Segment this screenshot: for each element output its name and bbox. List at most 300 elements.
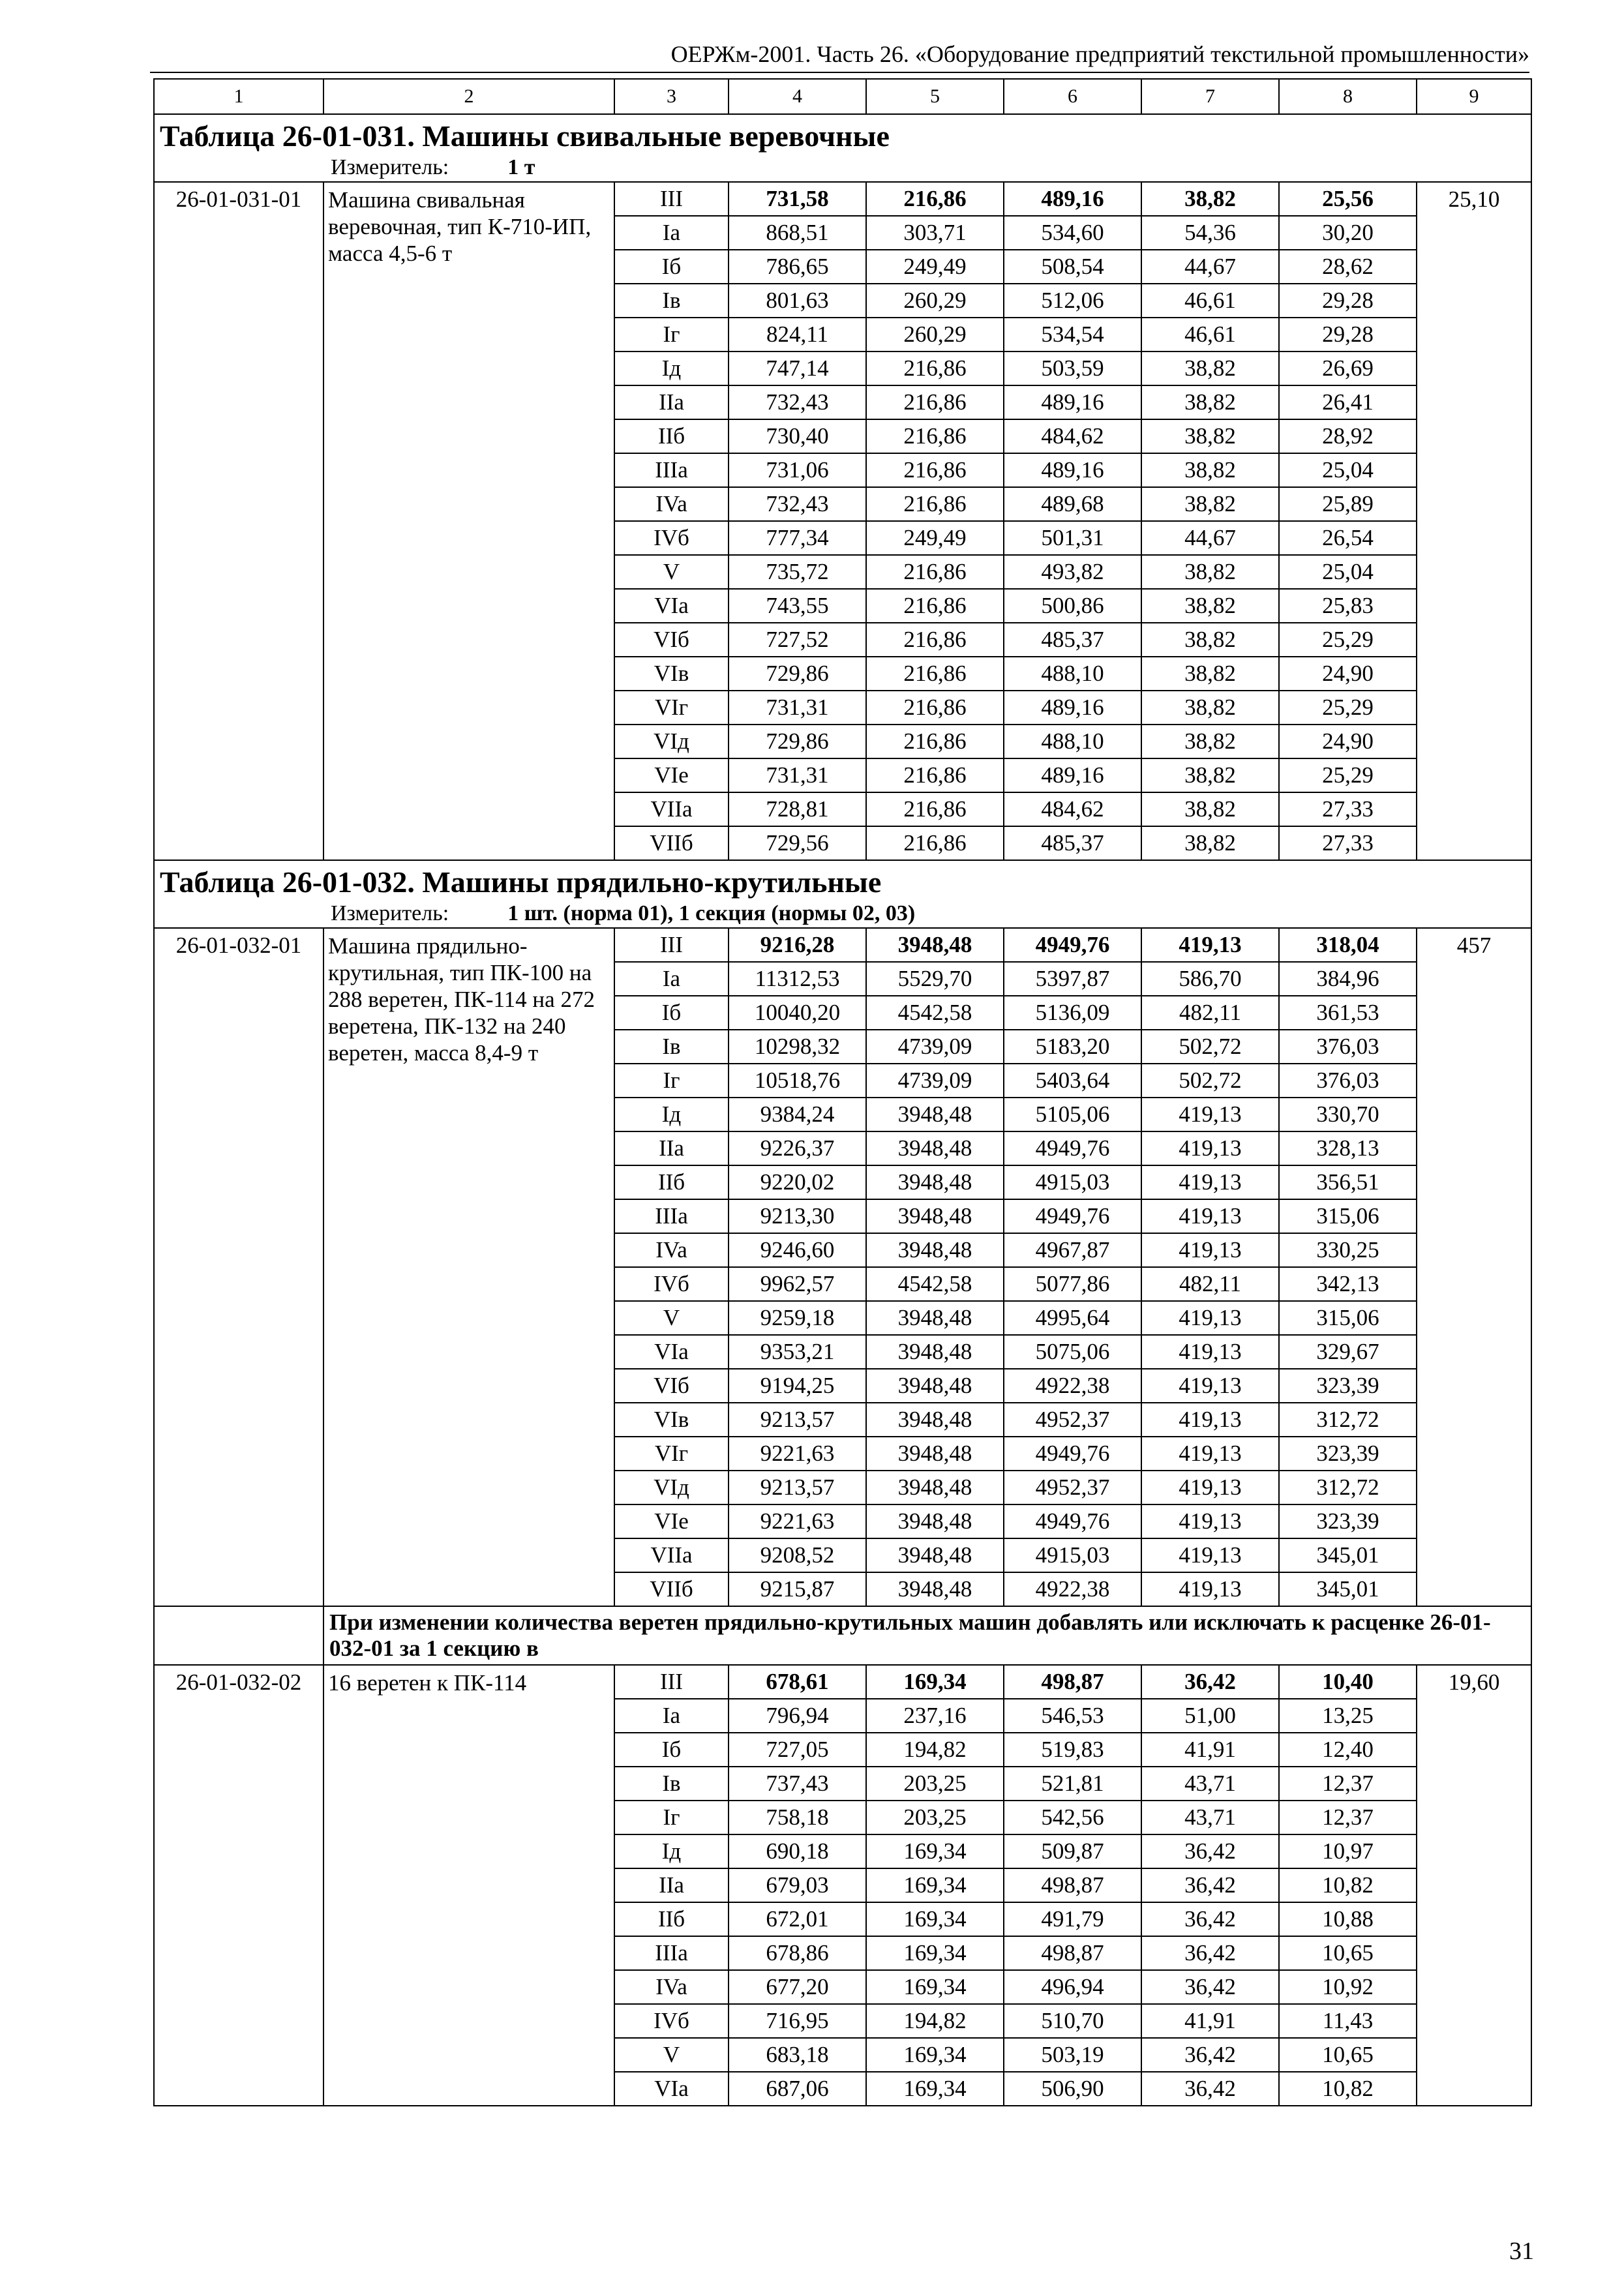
cost-value: 10,82 bbox=[1279, 2072, 1417, 2106]
cost-value: 25,29 bbox=[1279, 623, 1417, 657]
column-number-row bbox=[154, 79, 1531, 114]
cost-value: 24,90 bbox=[1279, 657, 1417, 691]
cost-value: 12,37 bbox=[1279, 1801, 1417, 1834]
cost-value: 542,56 bbox=[1004, 1801, 1141, 1834]
cost-value: 38,82 bbox=[1141, 182, 1279, 216]
zone-label: Iд bbox=[614, 1098, 729, 1131]
cost-value: 419,13 bbox=[1141, 1301, 1279, 1335]
zone-label: IVa bbox=[614, 1233, 729, 1267]
cost-value: 498,87 bbox=[1004, 1665, 1141, 1699]
cost-value: 38,82 bbox=[1141, 453, 1279, 487]
cost-value: 731,31 bbox=[729, 691, 866, 725]
rate-description: Машина свивальная веревочная, тип К-710-ИП, масса 4,5-6 т bbox=[323, 182, 614, 860]
cost-value: 485,37 bbox=[1004, 623, 1141, 657]
cost-value: 3948,48 bbox=[866, 1403, 1004, 1437]
section-title: Таблица 26-01-031. Машины свивальные веревочные bbox=[160, 119, 890, 153]
cost-value: 38,82 bbox=[1141, 419, 1279, 453]
cost-value: 419,13 bbox=[1141, 928, 1279, 962]
cost-value: 216,86 bbox=[866, 589, 1004, 623]
cost-value: 9221,63 bbox=[729, 1504, 866, 1538]
zone-label: Iв bbox=[614, 1030, 729, 1064]
cost-value: 216,86 bbox=[866, 792, 1004, 826]
cost-value: 249,49 bbox=[866, 250, 1004, 284]
zone-label: VIIб bbox=[614, 826, 729, 860]
column-number: 4 bbox=[729, 79, 866, 114]
cost-value: 216,86 bbox=[866, 182, 1004, 216]
cost-value: 5403,64 bbox=[1004, 1064, 1141, 1098]
cost-value: 10040,20 bbox=[729, 996, 866, 1030]
cost-value: 9213,57 bbox=[729, 1471, 866, 1504]
cost-value: 488,10 bbox=[1004, 657, 1141, 691]
cost-value: 38,82 bbox=[1141, 792, 1279, 826]
cost-value: 4949,76 bbox=[1004, 1437, 1141, 1471]
zone-label: IVб bbox=[614, 2004, 729, 2038]
cost-value: 5136,09 bbox=[1004, 996, 1141, 1030]
cost-value: 546,53 bbox=[1004, 1699, 1141, 1733]
zone-label: VIг bbox=[614, 1437, 729, 1471]
cost-value: 484,62 bbox=[1004, 419, 1141, 453]
cost-value: 503,19 bbox=[1004, 2038, 1141, 2072]
cost-value: 419,13 bbox=[1141, 1471, 1279, 1504]
cost-value: 9216,28 bbox=[729, 928, 866, 962]
cost-value: 3948,48 bbox=[866, 1369, 1004, 1403]
note-row bbox=[154, 1606, 1531, 1665]
cost-value: 419,13 bbox=[1141, 1437, 1279, 1471]
labor-total: 25,10 bbox=[1417, 182, 1531, 860]
zone-label: IVб bbox=[614, 1267, 729, 1301]
cost-value: 482,11 bbox=[1141, 996, 1279, 1030]
cost-value: 51,00 bbox=[1141, 1699, 1279, 1733]
cost-value: 41,91 bbox=[1141, 1733, 1279, 1767]
zone-label: III bbox=[614, 928, 729, 962]
cost-value: 683,18 bbox=[729, 2038, 866, 2072]
cost-value: 732,43 bbox=[729, 385, 866, 419]
cost-value: 9213,30 bbox=[729, 1199, 866, 1233]
cost-value: 3948,48 bbox=[866, 1098, 1004, 1131]
cost-value: 11,43 bbox=[1279, 2004, 1417, 2038]
zone-label: IIб bbox=[614, 1902, 729, 1936]
zone-label: VIa bbox=[614, 2072, 729, 2106]
cost-value: 38,82 bbox=[1141, 385, 1279, 419]
cost-value: 502,72 bbox=[1141, 1064, 1279, 1098]
cost-value: 4739,09 bbox=[866, 1064, 1004, 1098]
cost-value: 4952,37 bbox=[1004, 1471, 1141, 1504]
cost-value: 26,69 bbox=[1279, 352, 1417, 385]
cost-value: 36,42 bbox=[1141, 2072, 1279, 2106]
cost-value: 169,34 bbox=[866, 1834, 1004, 1868]
cost-value: 312,72 bbox=[1279, 1471, 1417, 1504]
cost-value: 12,37 bbox=[1279, 1767, 1417, 1801]
cost-value: 384,96 bbox=[1279, 962, 1417, 996]
cost-value: 730,40 bbox=[729, 419, 866, 453]
cost-value: 203,25 bbox=[866, 1801, 1004, 1834]
cost-value: 38,82 bbox=[1141, 826, 1279, 860]
cost-value: 4922,38 bbox=[1004, 1369, 1141, 1403]
zone-label: Ia bbox=[614, 216, 729, 250]
cost-value: 9353,21 bbox=[729, 1335, 866, 1369]
cost-value: 216,86 bbox=[866, 657, 1004, 691]
rates-table bbox=[153, 78, 1532, 2106]
cost-value: 777,34 bbox=[729, 521, 866, 555]
table-row bbox=[154, 1665, 1531, 1699]
cost-value: 677,20 bbox=[729, 1970, 866, 2004]
zone-label: IIб bbox=[614, 419, 729, 453]
cost-value: 303,71 bbox=[866, 216, 1004, 250]
cost-value: 9226,37 bbox=[729, 1131, 866, 1165]
cost-value: 318,04 bbox=[1279, 928, 1417, 962]
rates-sheet bbox=[153, 78, 1531, 2106]
zone-label: Iб bbox=[614, 250, 729, 284]
cost-value: 3948,48 bbox=[866, 1471, 1004, 1504]
cost-value: 743,55 bbox=[729, 589, 866, 623]
cost-value: 5105,06 bbox=[1004, 1098, 1141, 1131]
cost-value: 489,16 bbox=[1004, 691, 1141, 725]
zone-label: Iв bbox=[614, 1767, 729, 1801]
cost-value: 9962,57 bbox=[729, 1267, 866, 1301]
cost-value: 727,52 bbox=[729, 623, 866, 657]
zone-label: Iд bbox=[614, 352, 729, 385]
zone-label: V bbox=[614, 555, 729, 589]
cost-value: 345,01 bbox=[1279, 1572, 1417, 1606]
cost-value: 28,62 bbox=[1279, 250, 1417, 284]
cost-value: 169,34 bbox=[866, 1868, 1004, 1902]
measure-label: Измеритель: bbox=[331, 155, 449, 179]
cost-value: 687,06 bbox=[729, 2072, 866, 2106]
cost-value: 323,39 bbox=[1279, 1369, 1417, 1403]
cost-value: 5397,87 bbox=[1004, 962, 1141, 996]
cost-value: 44,67 bbox=[1141, 521, 1279, 555]
cost-value: 169,34 bbox=[866, 1936, 1004, 1970]
zone-label: IVa bbox=[614, 1970, 729, 2004]
cost-value: 4949,76 bbox=[1004, 1199, 1141, 1233]
cost-value: 498,87 bbox=[1004, 1868, 1141, 1902]
cost-value: 731,58 bbox=[729, 182, 866, 216]
zone-label: IIa bbox=[614, 1868, 729, 1902]
zone-label: VIa bbox=[614, 589, 729, 623]
cost-value: 9215,87 bbox=[729, 1572, 866, 1606]
cost-value: 25,56 bbox=[1279, 182, 1417, 216]
cost-value: 376,03 bbox=[1279, 1064, 1417, 1098]
cost-value: 27,33 bbox=[1279, 792, 1417, 826]
cost-value: 29,28 bbox=[1279, 284, 1417, 318]
column-number: 7 bbox=[1141, 79, 1279, 114]
cost-value: 330,70 bbox=[1279, 1098, 1417, 1131]
zone-label: IIIa bbox=[614, 1199, 729, 1233]
page-number: 31 bbox=[1509, 2237, 1534, 2265]
cost-value: 28,92 bbox=[1279, 419, 1417, 453]
cost-value: 729,56 bbox=[729, 826, 866, 860]
cost-value: 260,29 bbox=[866, 318, 1004, 352]
zone-label: VIIб bbox=[614, 1572, 729, 1606]
cost-value: 9208,52 bbox=[729, 1538, 866, 1572]
cost-value: 502,72 bbox=[1141, 1030, 1279, 1064]
cost-value: 786,65 bbox=[729, 250, 866, 284]
cost-value: 376,03 bbox=[1279, 1030, 1417, 1064]
cost-value: 216,86 bbox=[866, 826, 1004, 860]
section-header bbox=[154, 860, 1531, 928]
section-title: Таблица 26-01-032. Машины прядильно-крутильные bbox=[160, 865, 882, 899]
cost-value: 169,34 bbox=[866, 1970, 1004, 2004]
cost-value: 4949,76 bbox=[1004, 1131, 1141, 1165]
cost-value: 315,06 bbox=[1279, 1301, 1417, 1335]
rate-code: 26-01-031-01 bbox=[154, 182, 323, 860]
cost-value: 4915,03 bbox=[1004, 1165, 1141, 1199]
cost-value: 38,82 bbox=[1141, 758, 1279, 792]
zone-label: IIIa bbox=[614, 1936, 729, 1970]
cost-value: 328,13 bbox=[1279, 1131, 1417, 1165]
cost-value: 491,79 bbox=[1004, 1902, 1141, 1936]
cost-value: 419,13 bbox=[1141, 1538, 1279, 1572]
cost-value: 323,39 bbox=[1279, 1504, 1417, 1538]
zone-label: VIa bbox=[614, 1335, 729, 1369]
cost-value: 4739,09 bbox=[866, 1030, 1004, 1064]
cost-value: 824,11 bbox=[729, 318, 866, 352]
cost-value: 5529,70 bbox=[866, 962, 1004, 996]
cost-value: 312,72 bbox=[1279, 1403, 1417, 1437]
cost-value: 4915,03 bbox=[1004, 1538, 1141, 1572]
cost-value: 731,31 bbox=[729, 758, 866, 792]
cost-value: 169,34 bbox=[866, 1902, 1004, 1936]
cost-value: 9221,63 bbox=[729, 1437, 866, 1471]
cost-value: 46,61 bbox=[1141, 318, 1279, 352]
cost-value: 216,86 bbox=[866, 487, 1004, 521]
cost-value: 801,63 bbox=[729, 284, 866, 318]
zone-label: VIв bbox=[614, 657, 729, 691]
cost-value: 25,83 bbox=[1279, 589, 1417, 623]
rate-description: Машина прядильно-крутильная, тип ПК-100 на 288 веретен, ПК-114 на 272 веретена, ПК-132 на 240 веретен, масса 8,4-9 т bbox=[323, 928, 614, 1606]
cost-value: 796,94 bbox=[729, 1699, 866, 1733]
column-number: 2 bbox=[323, 79, 614, 114]
cost-value: 419,13 bbox=[1141, 1098, 1279, 1131]
cost-value: 727,05 bbox=[729, 1733, 866, 1767]
cost-value: 3948,48 bbox=[866, 1199, 1004, 1233]
cost-value: 10,65 bbox=[1279, 1936, 1417, 1970]
running-title: ОЕРЖм-2001. Часть 26. «Оборудование предприятий текстильной промышленности» bbox=[670, 41, 1529, 67]
cost-value: 216,86 bbox=[866, 555, 1004, 589]
cost-value: 500,86 bbox=[1004, 589, 1141, 623]
cost-value: 419,13 bbox=[1141, 1165, 1279, 1199]
cost-value: 25,89 bbox=[1279, 487, 1417, 521]
cost-value: 30,20 bbox=[1279, 216, 1417, 250]
zone-label: Iд bbox=[614, 1834, 729, 1868]
cost-value: 38,82 bbox=[1141, 691, 1279, 725]
cost-value: 482,11 bbox=[1141, 1267, 1279, 1301]
cost-value: 419,13 bbox=[1141, 1572, 1279, 1606]
cost-value: 216,86 bbox=[866, 453, 1004, 487]
cost-value: 3948,48 bbox=[866, 1301, 1004, 1335]
cost-value: 508,54 bbox=[1004, 250, 1141, 284]
cost-value: 36,42 bbox=[1141, 1936, 1279, 1970]
cost-value: 10,88 bbox=[1279, 1902, 1417, 1936]
cost-value: 4542,58 bbox=[866, 996, 1004, 1030]
cost-value: 3948,48 bbox=[866, 1504, 1004, 1538]
cost-value: 54,36 bbox=[1141, 216, 1279, 250]
cost-value: 731,06 bbox=[729, 453, 866, 487]
cost-value: 735,72 bbox=[729, 555, 866, 589]
cost-value: 5077,86 bbox=[1004, 1267, 1141, 1301]
rate-description: 16 веретен к ПК-114 bbox=[323, 1665, 614, 2106]
cost-value: 3948,48 bbox=[866, 1335, 1004, 1369]
cost-value: 3948,48 bbox=[866, 1572, 1004, 1606]
cost-value: 489,16 bbox=[1004, 453, 1141, 487]
zone-label: V bbox=[614, 1301, 729, 1335]
cost-value: 419,13 bbox=[1141, 1369, 1279, 1403]
zone-label: VIe bbox=[614, 1504, 729, 1538]
cost-value: 216,86 bbox=[866, 691, 1004, 725]
cost-value: 10298,32 bbox=[729, 1030, 866, 1064]
cost-value: 4952,37 bbox=[1004, 1403, 1141, 1437]
cost-value: 732,43 bbox=[729, 487, 866, 521]
cost-value: 747,14 bbox=[729, 352, 866, 385]
cost-value: 329,67 bbox=[1279, 1335, 1417, 1369]
zone-label: Iв bbox=[614, 284, 729, 318]
zone-label: Iб bbox=[614, 996, 729, 1030]
cost-value: 4995,64 bbox=[1004, 1301, 1141, 1335]
measure-value: 1 т bbox=[507, 155, 535, 179]
cost-value: 9384,24 bbox=[729, 1098, 866, 1131]
measure-label: Измеритель: bbox=[331, 901, 449, 925]
cost-value: 194,82 bbox=[866, 1733, 1004, 1767]
cost-value: 169,34 bbox=[866, 2072, 1004, 2106]
cost-value: 3948,48 bbox=[866, 928, 1004, 962]
cost-value: 519,83 bbox=[1004, 1733, 1141, 1767]
cost-value: 323,39 bbox=[1279, 1437, 1417, 1471]
cost-value: 216,86 bbox=[866, 623, 1004, 657]
cost-value: 345,01 bbox=[1279, 1538, 1417, 1572]
cost-value: 315,06 bbox=[1279, 1199, 1417, 1233]
zone-label: IIa bbox=[614, 1131, 729, 1165]
zone-label: V bbox=[614, 2038, 729, 2072]
measure-line bbox=[160, 900, 1526, 927]
cost-value: 4949,76 bbox=[1004, 1504, 1141, 1538]
zone-label: IIa bbox=[614, 385, 729, 419]
zone-label: IVб bbox=[614, 521, 729, 555]
cost-value: 29,28 bbox=[1279, 318, 1417, 352]
cost-value: 509,87 bbox=[1004, 1834, 1141, 1868]
cost-value: 13,25 bbox=[1279, 1699, 1417, 1733]
cost-value: 716,95 bbox=[729, 2004, 866, 2038]
cost-value: 216,86 bbox=[866, 419, 1004, 453]
cost-value: 38,82 bbox=[1141, 725, 1279, 758]
cost-value: 342,13 bbox=[1279, 1267, 1417, 1301]
cost-value: 43,71 bbox=[1141, 1767, 1279, 1801]
cost-value: 44,67 bbox=[1141, 250, 1279, 284]
cost-value: 489,16 bbox=[1004, 182, 1141, 216]
cost-value: 729,86 bbox=[729, 657, 866, 691]
cost-value: 3948,48 bbox=[866, 1233, 1004, 1267]
cost-value: 489,68 bbox=[1004, 487, 1141, 521]
zone-label: VIд bbox=[614, 1471, 729, 1504]
cost-value: 36,42 bbox=[1141, 1834, 1279, 1868]
zone-label: VIe bbox=[614, 758, 729, 792]
zone-label: VIб bbox=[614, 623, 729, 657]
cost-value: 728,81 bbox=[729, 792, 866, 826]
section-header-row bbox=[154, 860, 1531, 928]
cost-value: 758,18 bbox=[729, 1801, 866, 1834]
cost-value: 216,86 bbox=[866, 352, 1004, 385]
cost-value: 3948,48 bbox=[866, 1131, 1004, 1165]
cost-value: 169,34 bbox=[866, 1665, 1004, 1699]
cost-value: 43,71 bbox=[1141, 1801, 1279, 1834]
cost-value: 419,13 bbox=[1141, 1403, 1279, 1437]
cost-value: 729,86 bbox=[729, 725, 866, 758]
cost-value: 485,37 bbox=[1004, 826, 1141, 860]
cost-value: 489,16 bbox=[1004, 758, 1141, 792]
cost-value: 27,33 bbox=[1279, 826, 1417, 860]
zone-label: Ia bbox=[614, 962, 729, 996]
cost-value: 419,13 bbox=[1141, 1504, 1279, 1538]
zone-label: Iб bbox=[614, 1733, 729, 1767]
zone-label: III bbox=[614, 1665, 729, 1699]
cost-value: 38,82 bbox=[1141, 623, 1279, 657]
zone-label: VIд bbox=[614, 725, 729, 758]
cost-value: 46,61 bbox=[1141, 284, 1279, 318]
cost-value: 498,87 bbox=[1004, 1936, 1141, 1970]
cost-value: 4967,87 bbox=[1004, 1233, 1141, 1267]
note-text: При изменении количества веретен прядильно-крутильных машин добавлять или исключать к расценке 26-01-032-01 за 1 секцию в bbox=[323, 1606, 1531, 1665]
cost-value: 249,49 bbox=[866, 521, 1004, 555]
cost-value: 493,82 bbox=[1004, 555, 1141, 589]
column-number: 6 bbox=[1004, 79, 1141, 114]
cost-value: 38,82 bbox=[1141, 657, 1279, 691]
cost-value: 512,06 bbox=[1004, 284, 1141, 318]
labor-total: 457 bbox=[1417, 928, 1531, 1606]
cost-value: 10,92 bbox=[1279, 1970, 1417, 2004]
column-number: 5 bbox=[866, 79, 1004, 114]
cost-value: 10,97 bbox=[1279, 1834, 1417, 1868]
table-row bbox=[154, 182, 1531, 216]
cost-value: 11312,53 bbox=[729, 962, 866, 996]
cost-value: 419,13 bbox=[1141, 1131, 1279, 1165]
cost-value: 36,42 bbox=[1141, 2038, 1279, 2072]
cost-value: 678,86 bbox=[729, 1936, 866, 1970]
cost-value: 3948,48 bbox=[866, 1437, 1004, 1471]
measure-line bbox=[160, 154, 1526, 181]
cost-value: 38,82 bbox=[1141, 555, 1279, 589]
section-header bbox=[154, 114, 1531, 182]
zone-label: VIв bbox=[614, 1403, 729, 1437]
cost-value: 36,42 bbox=[1141, 1665, 1279, 1699]
blank-cell bbox=[154, 1606, 323, 1665]
zone-label: Iг bbox=[614, 318, 729, 352]
rate-code: 26-01-032-01 bbox=[154, 928, 323, 1606]
cost-value: 419,13 bbox=[1141, 1199, 1279, 1233]
cost-value: 419,13 bbox=[1141, 1335, 1279, 1369]
cost-value: 9259,18 bbox=[729, 1301, 866, 1335]
cost-value: 38,82 bbox=[1141, 352, 1279, 385]
cost-value: 26,54 bbox=[1279, 521, 1417, 555]
zone-label: Ia bbox=[614, 1699, 729, 1733]
cost-value: 38,82 bbox=[1141, 487, 1279, 521]
cost-value: 4922,38 bbox=[1004, 1572, 1141, 1606]
zone-label: Iг bbox=[614, 1801, 729, 1834]
cost-value: 9213,57 bbox=[729, 1403, 866, 1437]
cost-value: 36,42 bbox=[1141, 1868, 1279, 1902]
cost-value: 356,51 bbox=[1279, 1165, 1417, 1199]
cost-value: 672,01 bbox=[729, 1902, 866, 1936]
cost-value: 489,16 bbox=[1004, 385, 1141, 419]
cost-value: 9194,25 bbox=[729, 1369, 866, 1403]
column-number: 1 bbox=[154, 79, 323, 114]
cost-value: 484,62 bbox=[1004, 792, 1141, 826]
cost-value: 10,65 bbox=[1279, 2038, 1417, 2072]
cost-value: 24,90 bbox=[1279, 725, 1417, 758]
cost-value: 10,40 bbox=[1279, 1665, 1417, 1699]
cost-value: 9246,60 bbox=[729, 1233, 866, 1267]
zone-label: IIб bbox=[614, 1165, 729, 1199]
cost-value: 12,40 bbox=[1279, 1733, 1417, 1767]
cost-value: 25,29 bbox=[1279, 691, 1417, 725]
